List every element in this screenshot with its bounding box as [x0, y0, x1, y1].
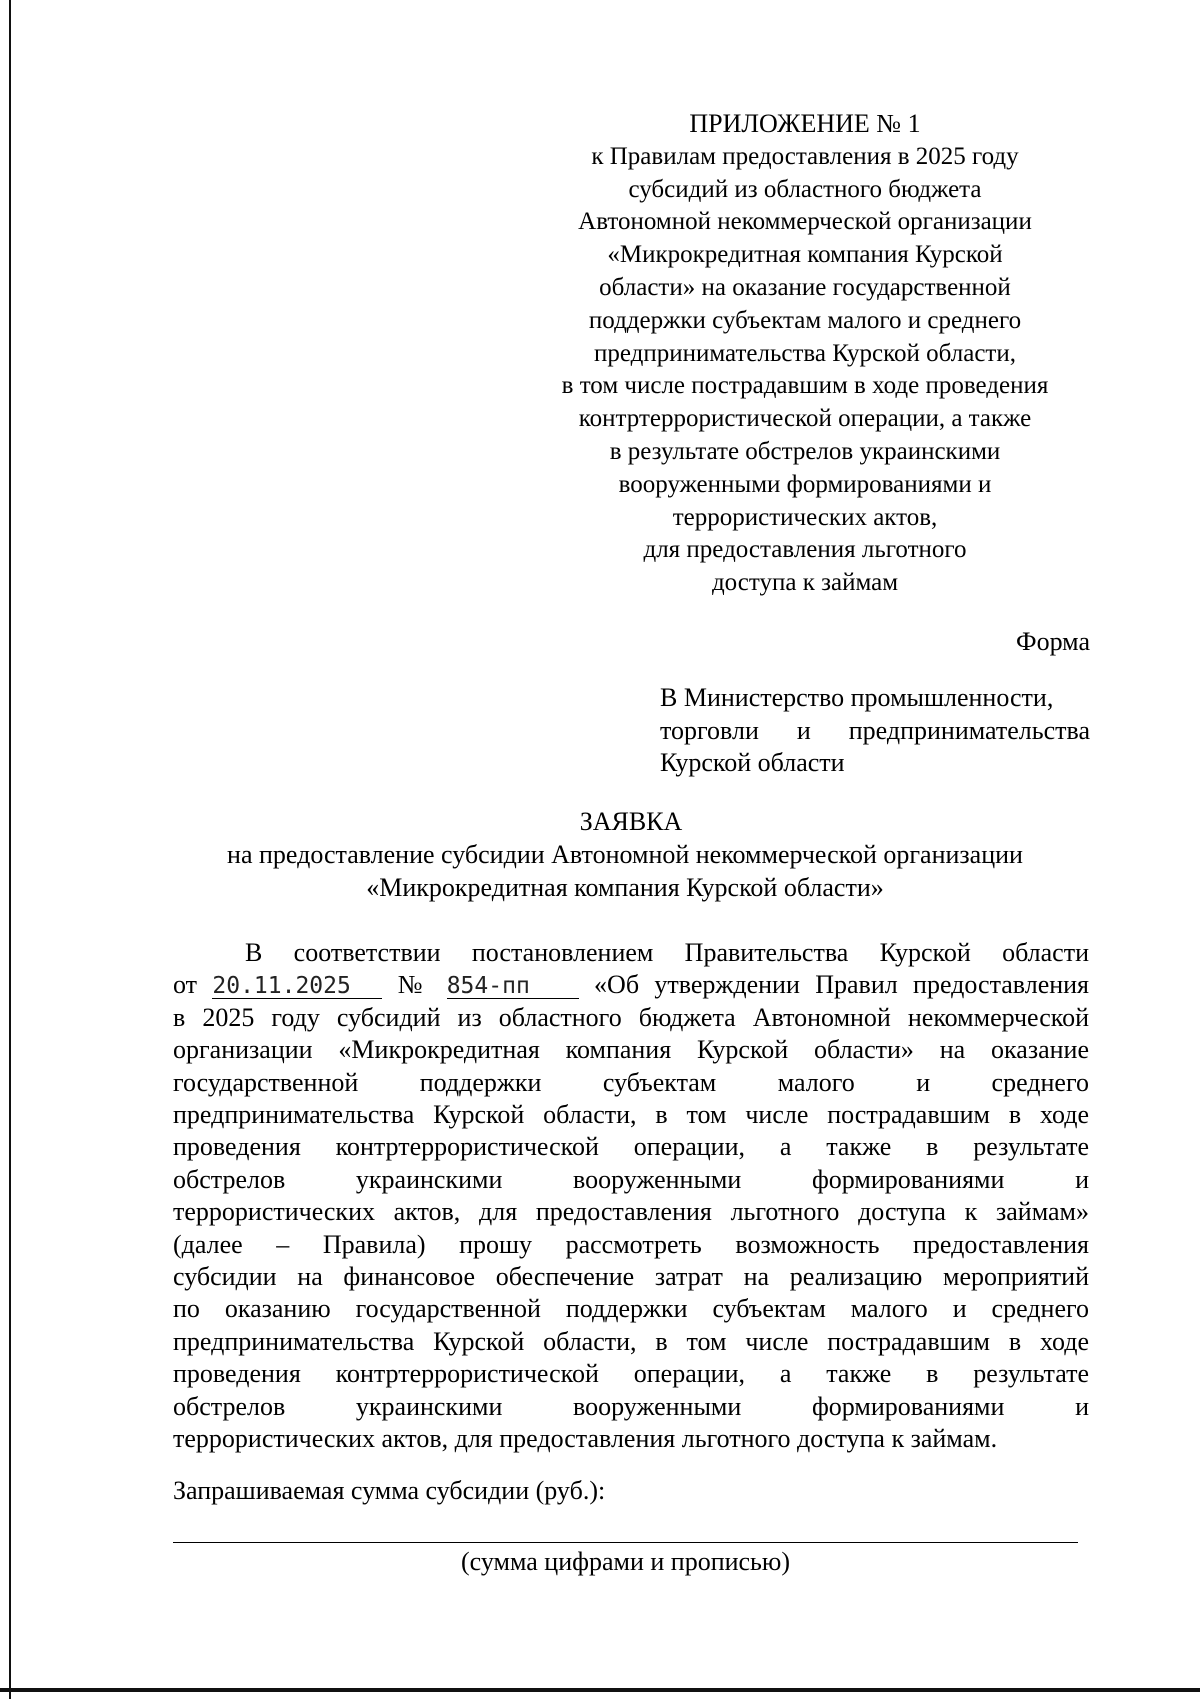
addressee-line: В Министерство промышленности,	[660, 683, 1054, 712]
decree-title-start: «Об утверждении Правил предоставления	[594, 970, 1090, 1000]
body-line: предпринимательства Курской области, в том числе пострадавшим в ходе	[173, 1326, 1089, 1356]
body-line: по оказанию государственной поддержки субъектам малого и среднего	[173, 1294, 1089, 1324]
appendix-title: ПРИЛОЖЕНИЕ № 1	[689, 109, 921, 138]
decree-date-field[interactable]: 20.11.2025	[212, 974, 382, 999]
request-body	[173, 937, 1089, 1456]
appendix-line: предпринимательства Курской области,	[594, 339, 1016, 367]
appendix-line: субсидий из областного бюджета	[628, 175, 982, 203]
body-line: организации «Микрокредитная компания Курской области» на оказание	[173, 1035, 1089, 1065]
appendix-line: террористических актов,	[672, 503, 938, 531]
addressee-line: торговли и предпринимательства	[660, 715, 1090, 745]
decree-prefix: от	[173, 970, 198, 1000]
number-sign: №	[397, 970, 432, 1000]
body-line: обстрелов украинскими вооруженными формированиями и	[173, 1164, 1089, 1194]
body-line: террористических актов, для предоставления льготного доступа к займам»	[173, 1197, 1089, 1227]
appendix-line: Автономной некоммерческой организации	[578, 208, 1032, 236]
body-line-last: террористических актов, для предоставления льготного доступа к займам.	[173, 1424, 998, 1454]
body-line: обстрелов украинскими вооруженными формированиями и	[173, 1391, 1089, 1421]
appendix-line: контртеррористической операции, а также	[578, 405, 1032, 433]
request-subtitle-line: на предоставление субсидии Автономной некоммерческой организации	[227, 840, 1023, 869]
body-line: государственной поддержки субъектам малого и среднего	[173, 1067, 1089, 1097]
body-line: (далее – Правила) прошу рассмотреть возможность предоставления	[173, 1229, 1089, 1259]
body-line: В соответствии постановлением Правительства Курской области	[245, 938, 1089, 967]
body-line: проведения контртеррористической операции, а также в результате	[173, 1359, 1089, 1389]
body-line: проведения контртеррористической операции, а также в результате	[173, 1132, 1089, 1162]
subsidy-amount-field[interactable]	[173, 1542, 1078, 1543]
form-label: Форма	[1016, 627, 1090, 656]
request-subtitle	[175, 839, 1075, 904]
appendix-line: доступа к займам	[711, 569, 899, 597]
appendix-line: к Правилам предоставления в 2025 году	[591, 142, 1019, 170]
appendix-line: поддержки субъектам малого и среднего	[588, 306, 1022, 334]
appendix-line: вооруженными формированиями и	[618, 470, 992, 498]
body-line: в 2025 году субсидий из областного бюджета Автономной некоммерческой	[173, 1002, 1089, 1032]
subsidy-amount-label: Запрашиваемая сумма субсидии (руб.):	[173, 1476, 606, 1505]
scan-edge-left	[9, 0, 11, 1699]
addressee-line: Курской области	[660, 748, 845, 777]
appendix-line: для предоставления льготного	[643, 536, 967, 564]
appendix-line: «Микрокредитная компания Курской	[607, 241, 1003, 269]
appendix-line: области» на оказание государственной	[599, 273, 1011, 301]
appendix-line: в результате обстрелов украинскими	[609, 437, 1001, 465]
body-line: предпринимательства Курской области, в том числе пострадавшим в ходе	[173, 1100, 1089, 1130]
request-title: ЗАЯВКА	[579, 807, 683, 836]
request-subtitle-line: «Микрокредитная компания Курской области»	[366, 872, 884, 902]
body-line-decree	[173, 969, 1089, 1001]
body-line: субсидии на финансовое обеспечение затрат на реализацию мероприятий	[173, 1262, 1089, 1292]
decree-number-field[interactable]: 854-пп	[447, 974, 579, 999]
addressee-block	[660, 682, 1090, 780]
subsidy-amount-caption: (сумма цифрами и прописью)	[461, 1547, 790, 1576]
scan-edge-bottom	[0, 1688, 1200, 1692]
appendix-line: в том числе пострадавшим в ходе проведения	[561, 372, 1049, 400]
appendix-header	[520, 108, 1090, 600]
